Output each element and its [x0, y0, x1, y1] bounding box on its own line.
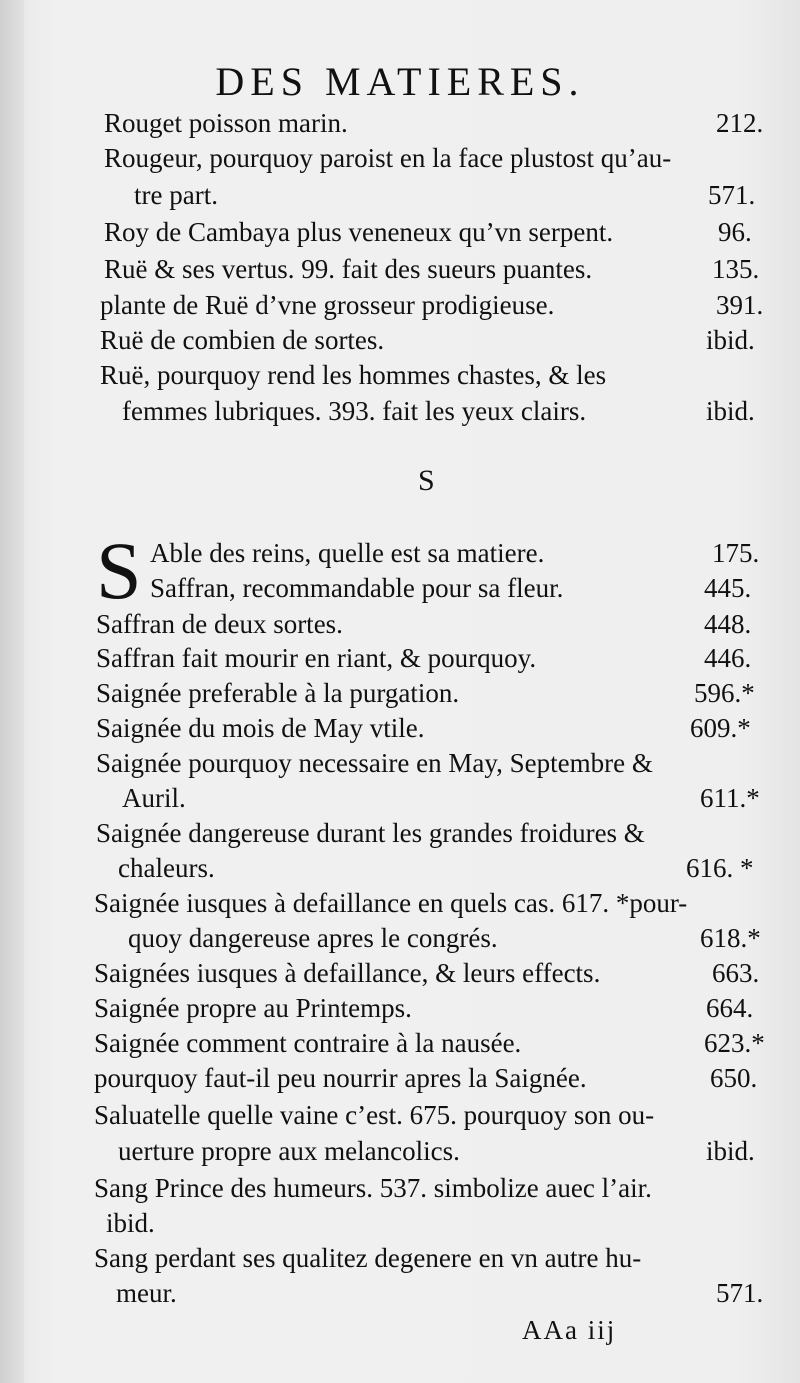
entry-page: 391.	[716, 290, 764, 320]
index-entry	[0, 748, 800, 786]
entry-text: plante de Ruë d’vne grosseur prodigieuse.	[100, 290, 555, 320]
entry-page: 664.	[706, 993, 754, 1023]
index-entry	[0, 923, 800, 961]
index-entry	[0, 783, 800, 821]
entry-text: Ruë, pourquoy rend les hommes chastes, & les	[100, 360, 607, 390]
entry-page: 609.*	[690, 713, 751, 743]
entry-text: Saffran fait mourir en riant, & pourquoy.	[96, 643, 537, 673]
entry-text: Saignée iusques à defaillance en quels cas. 617. *pour-	[94, 888, 688, 918]
entry-text: Able des reins, quelle est sa matiere.	[150, 538, 545, 568]
index-entry	[0, 609, 800, 647]
index-entry	[0, 818, 800, 856]
index-entry	[0, 217, 800, 255]
entry-text: Roy de Cambaya plus veneneux qu’vn serpent.	[104, 217, 614, 247]
index-entry	[0, 643, 800, 681]
entry-text: Saluatelle quelle vaine c’est. 675. pourquoy son ou-	[94, 1100, 655, 1130]
index-entry	[0, 1028, 800, 1066]
entry-page: 571.	[708, 180, 756, 210]
index-entry	[0, 573, 800, 611]
index-entry	[0, 325, 800, 363]
index-entry	[0, 538, 800, 576]
index-entry	[0, 108, 800, 146]
entry-text: Saignée preferable à la purgation.	[96, 678, 460, 708]
entry-text: femmes lubriques. 393. fait les yeux clairs.	[122, 396, 587, 426]
entry-text: Ruë de combien de sortes.	[100, 325, 385, 355]
entry-page: 135.	[712, 254, 760, 284]
index-entry	[0, 1100, 800, 1138]
entry-text: pourquoy faut-il peu nourrir apres la Saignée.	[94, 1063, 587, 1093]
index-entry	[0, 143, 800, 181]
entry-text: quoy dangereuse apres le congrés.	[128, 923, 498, 953]
entry-text: Saffran de deux sortes.	[96, 609, 343, 639]
entry-page: 596.*	[694, 678, 755, 708]
index-entry	[0, 1063, 800, 1101]
index-entry	[0, 713, 800, 751]
entry-text: Rouget poisson marin.	[104, 108, 348, 138]
signature-mark: AAa iij	[522, 1315, 617, 1345]
index-entry	[0, 396, 800, 434]
index-entry	[0, 360, 800, 398]
entry-page: 448.	[704, 609, 752, 639]
index-entry	[0, 993, 800, 1031]
entry-page: ibid.	[706, 325, 755, 355]
entry-text: ibid.	[106, 1208, 155, 1238]
entry-text: Saignées iusques à defaillance, & leurs effects.	[94, 958, 601, 988]
entry-page: ibid.	[706, 1136, 755, 1166]
index-entry	[0, 678, 800, 716]
index-entry	[0, 888, 800, 926]
entry-text: Rougeur, pourquoy paroist en la face plustost qu’au-	[104, 143, 672, 173]
index-entry	[0, 180, 800, 218]
entry-text: Saignée propre au Printemps.	[94, 993, 412, 1023]
index-entry	[0, 1173, 800, 1211]
index-entry	[0, 290, 800, 328]
entry-text: Saignée pourquoy necessaire en May, Septembre &	[96, 748, 653, 778]
entry-page: 616. *	[686, 853, 754, 883]
entry-text: Saignée du mois de May vtile.	[96, 713, 425, 743]
section-letter: S	[418, 464, 435, 497]
index-entry	[0, 254, 800, 292]
entry-text: uerture propre aux melancolics.	[118, 1136, 460, 1166]
index-entry	[0, 1136, 800, 1174]
entry-text: Ruë & ses vertus. 99. fait des sueurs puantes.	[104, 254, 593, 284]
entry-text: chaleurs.	[118, 853, 215, 883]
entry-page: 650.	[710, 1063, 758, 1093]
entry-text: Saffran, recommandable pour sa fleur.	[150, 573, 564, 603]
entry-page: 623.*	[704, 1028, 765, 1058]
entry-page: 571.	[716, 1278, 764, 1308]
entry-text: Saignée comment contraire à la nausée.	[94, 1028, 522, 1058]
index-entry	[0, 958, 800, 996]
entry-text: tre part.	[134, 180, 218, 210]
entry-text: Saignée dangereuse durant les grandes froidures &	[96, 818, 645, 848]
page-header: DES MATIERES.	[215, 59, 585, 104]
entry-text: Auril.	[122, 783, 186, 813]
entry-page: 445.	[704, 573, 752, 603]
entry-text: Sang perdant ses qualitez degenere en vn autre hu-	[94, 1243, 642, 1273]
entry-page: 618.*	[700, 923, 761, 953]
entry-page: 175.	[712, 538, 760, 568]
entry-text: meur.	[116, 1278, 177, 1308]
index-entry	[0, 1208, 800, 1246]
entry-page: ibid.	[706, 396, 755, 426]
index-entry	[0, 1243, 800, 1281]
index-entry	[0, 1278, 800, 1316]
entry-page: 663.	[712, 958, 760, 988]
index-entry	[0, 853, 800, 891]
drop-cap: S	[96, 525, 142, 616]
entry-text: Sang Prince des humeurs. 537. simbolize auec l’air.	[94, 1173, 652, 1203]
entry-page: 212.	[716, 108, 764, 138]
entry-page: 611.*	[700, 783, 760, 813]
entry-page: 96.	[718, 217, 752, 247]
entry-page: 446.	[704, 643, 752, 673]
